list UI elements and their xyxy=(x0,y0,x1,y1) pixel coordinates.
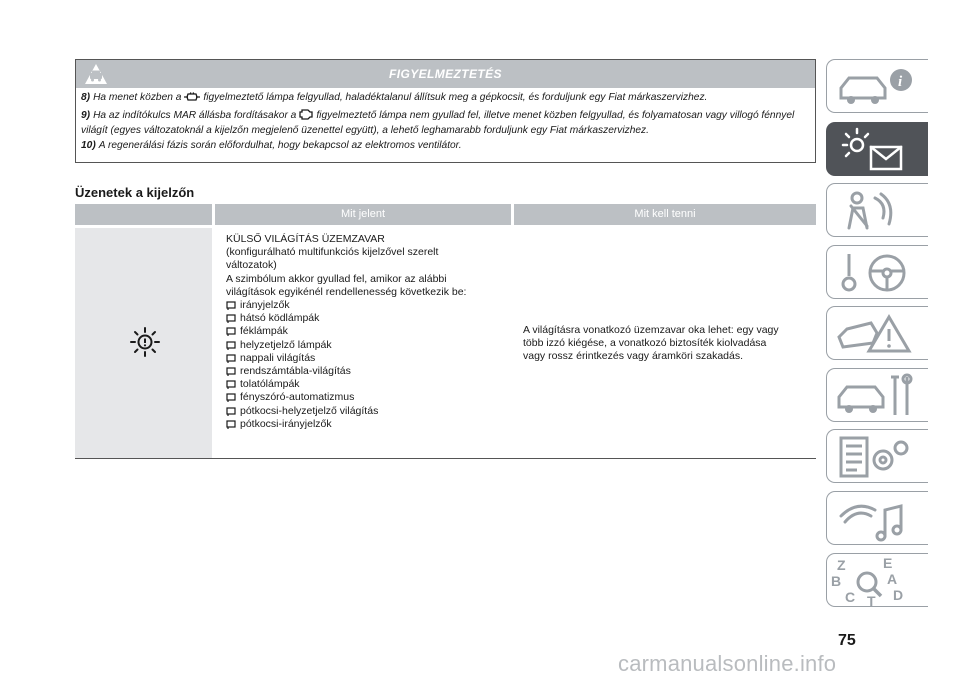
svg-text:Z: Z xyxy=(837,557,846,573)
tab-safety[interactable] xyxy=(826,183,928,237)
list-item: pótkocsi-irányjelzők xyxy=(226,418,506,431)
tab-emergency[interactable] xyxy=(826,306,928,360)
checkbox-bullet-icon xyxy=(226,380,236,389)
list-item: féklámpák xyxy=(226,325,506,338)
warning-light-message-icon xyxy=(827,123,929,177)
meaning-line: A szimbólum akkor gyullad fel, amikor az alábbi xyxy=(226,272,447,285)
warning-body xyxy=(76,88,815,152)
alphabet-index-icon xyxy=(827,554,929,608)
table-header-action: Mit kell tenni xyxy=(514,204,816,225)
tab-car-info[interactable] xyxy=(826,59,928,113)
engine-warning-icon xyxy=(298,108,314,124)
list-item: irányjelzők xyxy=(226,299,506,312)
list-item: helyzetjelző lámpák xyxy=(226,339,506,352)
list-item: tolatólámpák xyxy=(226,378,506,391)
warning-header xyxy=(76,60,815,88)
tab-multimedia[interactable] xyxy=(826,491,928,545)
checkbox-bullet-icon xyxy=(226,314,236,323)
tab-index[interactable] xyxy=(826,553,928,607)
tab-warning-lights[interactable] xyxy=(826,122,928,176)
svg-text:C: C xyxy=(845,589,856,605)
table-row-action-cell xyxy=(523,324,813,364)
action-line: több izzó kiégése, a vonatkozó biztosíték kiolvadása xyxy=(523,337,767,350)
checkbox-bullet-icon xyxy=(226,327,236,336)
checkbox-bullet-icon xyxy=(226,301,236,310)
tab-technical-data[interactable] xyxy=(826,429,928,483)
table-bottom-rule xyxy=(75,458,816,459)
warning-item-10: 10) A regenerálási fázis során előfordulhat, hogy bekapcsol az elektromos ventilátor. xyxy=(81,140,462,151)
table-header-meaning: Mit jelent xyxy=(215,204,511,225)
checkbox-bullet-icon xyxy=(226,354,236,363)
action-line: vagy rossz érintkezés vagy áramköri szakadás. xyxy=(523,350,744,363)
meaning-line: változatok) xyxy=(226,259,277,272)
list-item: hátsó ködlámpák xyxy=(226,312,506,325)
page-number: 75 xyxy=(838,632,856,649)
checkbox-bullet-icon xyxy=(226,341,236,350)
car-crash-warning-icon xyxy=(827,307,929,361)
list-item: nappali világítás xyxy=(226,352,506,365)
svg-text:E: E xyxy=(883,555,893,571)
svg-text:B: B xyxy=(831,573,842,589)
warning-box xyxy=(75,59,816,163)
svg-text:i: i xyxy=(898,74,903,90)
checkbox-bullet-icon xyxy=(226,367,236,376)
table-row-meaning-cell xyxy=(226,233,506,431)
meaning-line: (konfigurálható multifunkciós kijelzővel szerelt xyxy=(226,246,439,259)
meaning-line: KÜLSŐ VILÁGÍTÁS ÜZEMZAVAR xyxy=(226,233,385,245)
table-row-icon-cell xyxy=(75,228,212,458)
meaning-line: világítások egyikénél rendellenesség következik be: xyxy=(226,285,467,298)
svg-text:A: A xyxy=(887,571,898,587)
car-info-icon xyxy=(827,60,929,114)
list-item: fényszóró-automatizmus xyxy=(226,391,506,404)
engine-fan-icon xyxy=(183,92,201,106)
warning-title: FIGYELMEZTETÉS xyxy=(389,67,502,81)
action-line: A világításra vonatkozó üzemzavar oka lehet: egy vagy xyxy=(523,324,779,336)
table-header-icon-col xyxy=(75,204,212,225)
svg-text:D: D xyxy=(893,587,904,603)
list-item: pótkocsi-helyzetjelző világítás xyxy=(226,405,506,418)
checkbox-bullet-icon xyxy=(226,393,236,402)
checkbox-bullet-icon xyxy=(226,420,236,429)
exterior-light-fault-icon xyxy=(129,326,161,363)
checkbox-bullet-icon xyxy=(226,407,236,416)
multimedia-icon xyxy=(827,492,929,546)
seatbelt-airbag-icon xyxy=(827,184,929,238)
tab-maintenance[interactable] xyxy=(826,368,928,422)
warning-item-8: 8) Ha menet közben a figyelmeztető lámpa felgyullad, haladéktalanul állítsuk meg a gépkocsit, és forduljunk egy Fiat márkaszervizhez. xyxy=(81,91,807,106)
specs-gears-icon xyxy=(827,430,929,484)
watermark: carmanualsonline.info xyxy=(618,651,837,676)
key-steering-wheel-icon xyxy=(827,246,929,300)
warning-item-9: 9) Ha az indítókulcs MAR állásba fordításakor a figyelmeztető lámpa nem gyullad fel, illetve menet közben felgyullad, és folyamatosan vagy villogó fénnyel világít (egyes változatoknál a kijelzőn megjelenő üzenettel együtt), a lehető leghamarabb forduljunk egy Fiat márkaszervizhez. xyxy=(81,110,795,136)
svg-text:T: T xyxy=(867,593,876,608)
car-service-icon xyxy=(827,369,929,423)
section-title: Üzenetek a kijelzőn xyxy=(75,185,195,200)
tab-start-driving[interactable] xyxy=(826,245,928,299)
list-item: rendszámtábla-világítás xyxy=(226,365,506,378)
